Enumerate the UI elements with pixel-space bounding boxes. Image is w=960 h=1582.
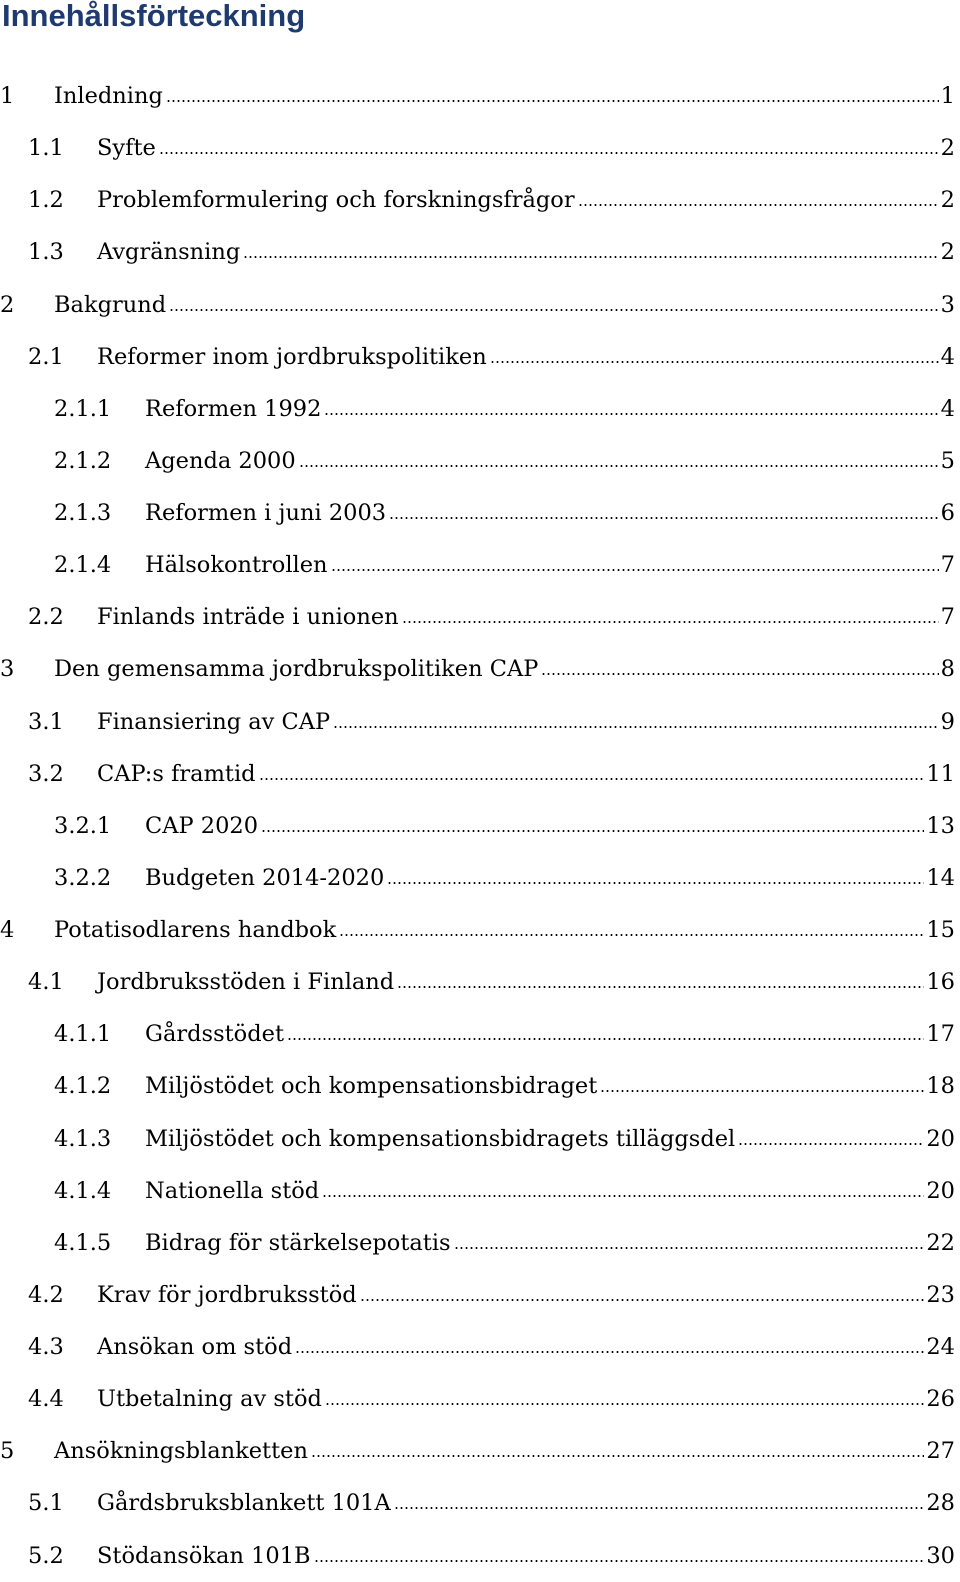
toc-entry-page-number[interactable]: 28 [926,1490,955,1517]
toc-entry-number: 2.2 [28,604,64,631]
toc-entry-page-number[interactable]: 24 [926,1334,955,1360]
dot-leader [387,882,924,884]
toc-entry-number: 1 [0,83,15,109]
toc-entry[interactable] [0,643,955,695]
toc-entry-label[interactable]: Reformen 1992 [145,395,322,422]
dot-leader [738,1143,924,1145]
toc-entry[interactable] [0,696,955,748]
dot-leader [287,1038,924,1040]
toc-entry-label[interactable]: Budgeten 2014-2020 [145,864,385,891]
toc-entry-page-number[interactable]: 16 [926,969,955,996]
toc-entry[interactable] [0,331,955,383]
dot-leader [394,1507,925,1509]
toc-entry[interactable] [0,226,955,278]
toc-entry[interactable] [0,852,955,904]
toc-entry-page-number[interactable]: 9 [940,708,955,735]
dot-leader [259,778,925,780]
toc-entry[interactable] [0,591,955,643]
dot-leader [578,204,939,206]
toc-entry-label[interactable]: Agenda 2000 [145,447,296,474]
toc-entry-number: 4.1.4 [54,1177,112,1204]
toc-entry-number: 1.1 [28,135,64,162]
toc-entry[interactable] [0,748,955,800]
toc-entry-number: 2.1.4 [54,552,112,579]
toc-entry[interactable] [0,956,955,1008]
toc-entry[interactable] [0,174,955,226]
toc-entry[interactable] [0,1321,955,1373]
toc-entry-label[interactable]: Inledning [54,83,163,109]
toc-entry-page-number[interactable]: 7 [940,552,955,579]
dot-leader [299,465,939,467]
dot-leader [311,1455,924,1457]
toc-entry[interactable] [0,539,955,591]
toc-entry-label[interactable]: Gårdsbruksblankett 101A [97,1490,391,1517]
toc-entry-page-number[interactable]: 23 [926,1281,955,1308]
toc-entry-label[interactable]: Hälsokontrollen [145,552,328,579]
toc-entry-label[interactable]: Bidrag för stärkelsepotatis [145,1229,451,1256]
toc-entry-label[interactable]: Avgränsning [97,239,241,266]
dot-leader [243,256,938,258]
toc-entry-number: 1.3 [28,239,64,266]
dot-leader [325,1403,924,1405]
toc-entry-page-number[interactable]: 30 [926,1542,955,1569]
dot-leader [169,309,939,311]
toc-entry-page-number[interactable]: 15 [926,917,955,943]
toc-entry[interactable] [0,383,955,435]
toc-entry-number: 1.2 [28,187,64,214]
toc-entry[interactable] [0,487,955,539]
toc-entry[interactable] [0,1113,955,1165]
toc-entry-page-number[interactable]: 4 [940,395,955,422]
toc-entry-label[interactable]: Finlands inträde i unionen [97,604,399,631]
toc-entry-page-number[interactable]: 1 [940,83,955,109]
toc-entry-page-number[interactable]: 4 [940,343,955,370]
toc-entry-label[interactable]: CAP:s framtid [97,760,256,787]
dot-leader [159,152,939,154]
toc-entry-number: 4.3 [28,1334,64,1360]
toc-entry[interactable] [0,1425,955,1477]
toc-entry-page-number[interactable]: 5 [940,447,955,474]
toc-entry-number: 3.2.1 [54,812,112,839]
toc-entry-number: 2.1.1 [54,395,112,422]
toc-entry-page-number[interactable]: 11 [926,760,955,787]
toc-entry-label[interactable]: Syfte [97,135,156,162]
toc-entry[interactable] [0,1165,955,1217]
toc-entry-number: 3.2 [28,760,64,787]
toc-entry-number: 4 [0,917,15,943]
toc-entry-label[interactable]: Gårdsstödet [145,1021,284,1048]
dot-leader [490,361,939,363]
toc-entry-number: 3.1 [28,708,64,735]
toc-entry-page-number[interactable]: 7 [940,604,955,631]
dot-leader [314,1560,925,1562]
toc-entry-page-number[interactable]: 26 [926,1386,955,1413]
toc-entry-label[interactable]: Reformen i juni 2003 [145,500,387,526]
toc-entry-page-number[interactable]: 6 [940,500,955,526]
toc-entry[interactable] [0,1530,955,1582]
toc-entry-page-number[interactable]: 20 [926,1125,955,1152]
toc-entry-number: 2.1.3 [54,500,112,526]
toc-entry-label[interactable]: Krav för jordbruksstöd [97,1281,357,1308]
dot-leader [295,1351,924,1353]
toc-entry-label[interactable]: Problemformulering och forskningsfrågor [97,187,575,214]
dot-leader [402,621,939,623]
toc-entry-page-number[interactable]: 2 [940,187,955,214]
toc-entry-page-number[interactable]: 27 [926,1438,955,1465]
toc-entry-page-number[interactable]: 20 [926,1177,955,1204]
toc-entry-page-number[interactable]: 22 [926,1229,955,1256]
toc-entry-label[interactable]: Den gemensamma jordbrukspolitiken CAP [54,656,539,683]
toc-entry-page-number[interactable]: 8 [940,656,955,683]
toc-entry[interactable] [0,279,955,331]
toc-entry-label[interactable]: Miljöstödet och kompensationsbidragets tilläggsdel [145,1125,736,1152]
dot-leader [166,100,939,102]
dot-leader [322,1195,924,1197]
toc-entry[interactable] [0,1373,955,1425]
toc-entry-page-number[interactable]: 18 [926,1073,955,1100]
dot-leader [389,517,939,519]
toc-entry[interactable] [0,800,955,852]
toc-entry-label[interactable]: Reformer inom jordbrukspolitiken [97,343,487,370]
toc-entry-page-number[interactable]: 14 [926,864,955,891]
toc-entry[interactable] [0,1269,955,1321]
toc-entry-page-number[interactable]: 17 [926,1021,955,1048]
toc-entry-label[interactable]: Utbetalning av stöd [97,1386,322,1413]
toc-entry-number: 4.1.1 [54,1021,112,1048]
toc-entry[interactable] [0,70,955,122]
toc-entry-page-number[interactable]: 2 [940,135,955,162]
toc-entry-number: 4.2 [28,1281,64,1308]
dot-leader [331,569,939,571]
toc-entry-label[interactable]: Ansökningsblanketten [54,1438,308,1465]
dot-leader [333,726,939,728]
toc-entry[interactable] [0,904,955,956]
toc-entry[interactable] [0,122,955,174]
dot-leader [324,413,938,415]
toc-entry-page-number[interactable]: 2 [940,239,955,266]
toc-entry-label[interactable]: Ansökan om stöd [97,1334,293,1360]
toc-entry-number: 5 [0,1438,15,1465]
dot-leader [360,1299,925,1301]
toc-entry[interactable] [0,1477,955,1529]
toc-entry[interactable] [0,1060,955,1112]
toc-entry-page-number[interactable]: 13 [926,812,955,839]
toc-entry-label[interactable]: Stödansökan 101B [97,1542,311,1569]
toc-entry-number: 2.1 [28,343,64,370]
toc-entry-number: 5.1 [28,1490,64,1517]
toc-entry-label[interactable]: Bakgrund [54,291,167,318]
toc-entry-label[interactable]: Nationella stöd [145,1177,320,1204]
toc-entry[interactable] [0,1217,955,1269]
toc-entry-number: 3.2.2 [54,864,112,891]
toc-entry-number: 2 [0,291,15,318]
toc-entry-label[interactable]: CAP 2020 [145,812,259,839]
toc-entry-label[interactable]: Finansiering av CAP [97,708,331,735]
toc-entry[interactable] [0,1008,955,1060]
dot-leader [261,830,924,832]
toc-entry-number: 4.1.5 [54,1229,112,1256]
dot-leader [397,986,924,988]
dot-leader [454,1247,925,1249]
dot-leader [541,673,938,675]
toc-entry-label[interactable]: Miljöstödet och kompensationsbidraget [145,1073,598,1100]
toc-entry-number: 5.2 [28,1542,64,1569]
toc-entry[interactable] [0,435,955,487]
toc-entry-number: 4.1.2 [54,1073,112,1100]
dot-leader [339,934,924,936]
toc-entry-number: 4.1.3 [54,1125,112,1152]
toc-entry-number: 4.4 [28,1386,64,1413]
toc-entry-label[interactable]: Potatisodlarens handbok [54,917,337,943]
toc-entry-number: 2.1.2 [54,447,112,474]
dot-leader [600,1090,924,1092]
toc-entry-page-number[interactable]: 3 [940,291,955,318]
toc-list [0,70,955,1582]
toc-entry-number: 4.1 [28,969,64,996]
toc-entry-number: 3 [0,656,15,683]
toc-title: Innehållsförteckning [2,0,306,33]
toc-entry-label[interactable]: Jordbruksstöden i Finland [97,969,395,996]
